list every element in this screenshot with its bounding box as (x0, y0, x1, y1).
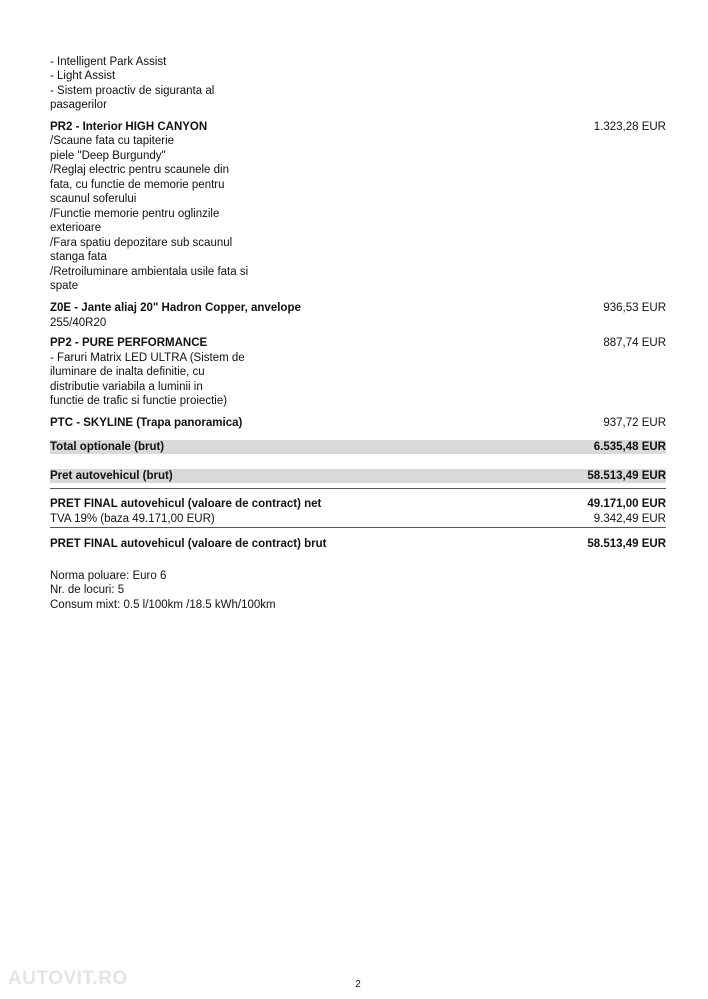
option-line: fata, cu functie de memorie pentru (50, 179, 225, 191)
intro-line: - Sistem proactiv de siguranta al (50, 85, 215, 97)
option-line: exterioare (50, 222, 102, 234)
option-price: 887,74 EUR (603, 337, 666, 349)
total-optionals-label: Total optionale (brut) (50, 441, 165, 453)
divider (50, 527, 666, 528)
intro-line: pasagerilor (50, 99, 107, 111)
vehicle-price-value: 58.513,49 EUR (587, 470, 666, 482)
spec-line: Norma poluare: Euro 6 (50, 570, 167, 582)
option-line: distributie variabila a luminii in (50, 381, 203, 393)
final-gross-label: PRET FINAL autovehicul (valoare de contract) brut (50, 538, 327, 550)
option-title: PR2 - Interior HIGH CANYON (50, 121, 208, 133)
option-line: functie de trafic si functie proiectie) (50, 395, 228, 407)
option-price: 1.323,28 EUR (593, 121, 666, 133)
intro-line: - Intelligent Park Assist (50, 56, 167, 68)
watermark-logo: AUTOVIT.RO (8, 968, 128, 989)
intro-line: - Light Assist (50, 70, 116, 82)
option-line: piele "Deep Burgundy" (50, 150, 166, 162)
option-title: Z0E - Jante aliaj 20" Hadron Copper, anvelope (50, 302, 301, 314)
option-line: /Retroiluminare ambientala usile fata si (50, 266, 249, 278)
option-price: 937,72 EUR (603, 417, 666, 429)
option-line: /Reglaj electric pentru scaunele din (50, 164, 229, 176)
vehicle-price-label: Pret autovehicul (brut) (50, 470, 173, 482)
option-title: PP2 - PURE PERFORMANCE (50, 337, 208, 349)
option-title: PTC - SKYLINE (Trapa panoramica) (50, 417, 243, 429)
option-line: spate (50, 280, 79, 292)
option-line: stanga fata (50, 251, 107, 263)
divider (50, 488, 666, 489)
final-gross-value: 58.513,49 EUR (587, 538, 666, 550)
option-line: - Faruri Matrix LED ULTRA (Sistem de (50, 352, 245, 364)
spec-line: Consum mixt: 0.5 l/100km /18.5 kWh/100km (50, 599, 276, 611)
option-line: /Scaune fata cu tapiterie (50, 135, 175, 147)
option-line: scaunul soferului (50, 193, 137, 205)
page-number: 2 (355, 979, 361, 990)
option-line: iluminare de inalta definitie, cu (50, 366, 205, 378)
option-line: 255/40R20 (50, 317, 107, 329)
final-net-label: PRET FINAL autovehicul (valoare de contract) net (50, 498, 322, 510)
option-price: 936,53 EUR (603, 302, 666, 314)
total-optionals-value: 6.535,48 EUR (593, 441, 666, 453)
final-net-value: 49.171,00 EUR (587, 498, 666, 510)
vat-value: 9.342,49 EUR (593, 513, 666, 525)
option-line: /Fara spatiu depozitare sub scaunul (50, 237, 233, 249)
spec-line: Nr. de locuri: 5 (50, 584, 125, 596)
option-line: /Functie memorie pentru oglinzile (50, 208, 220, 220)
vat-label: TVA 19% (baza 49.171,00 EUR) (50, 513, 215, 525)
